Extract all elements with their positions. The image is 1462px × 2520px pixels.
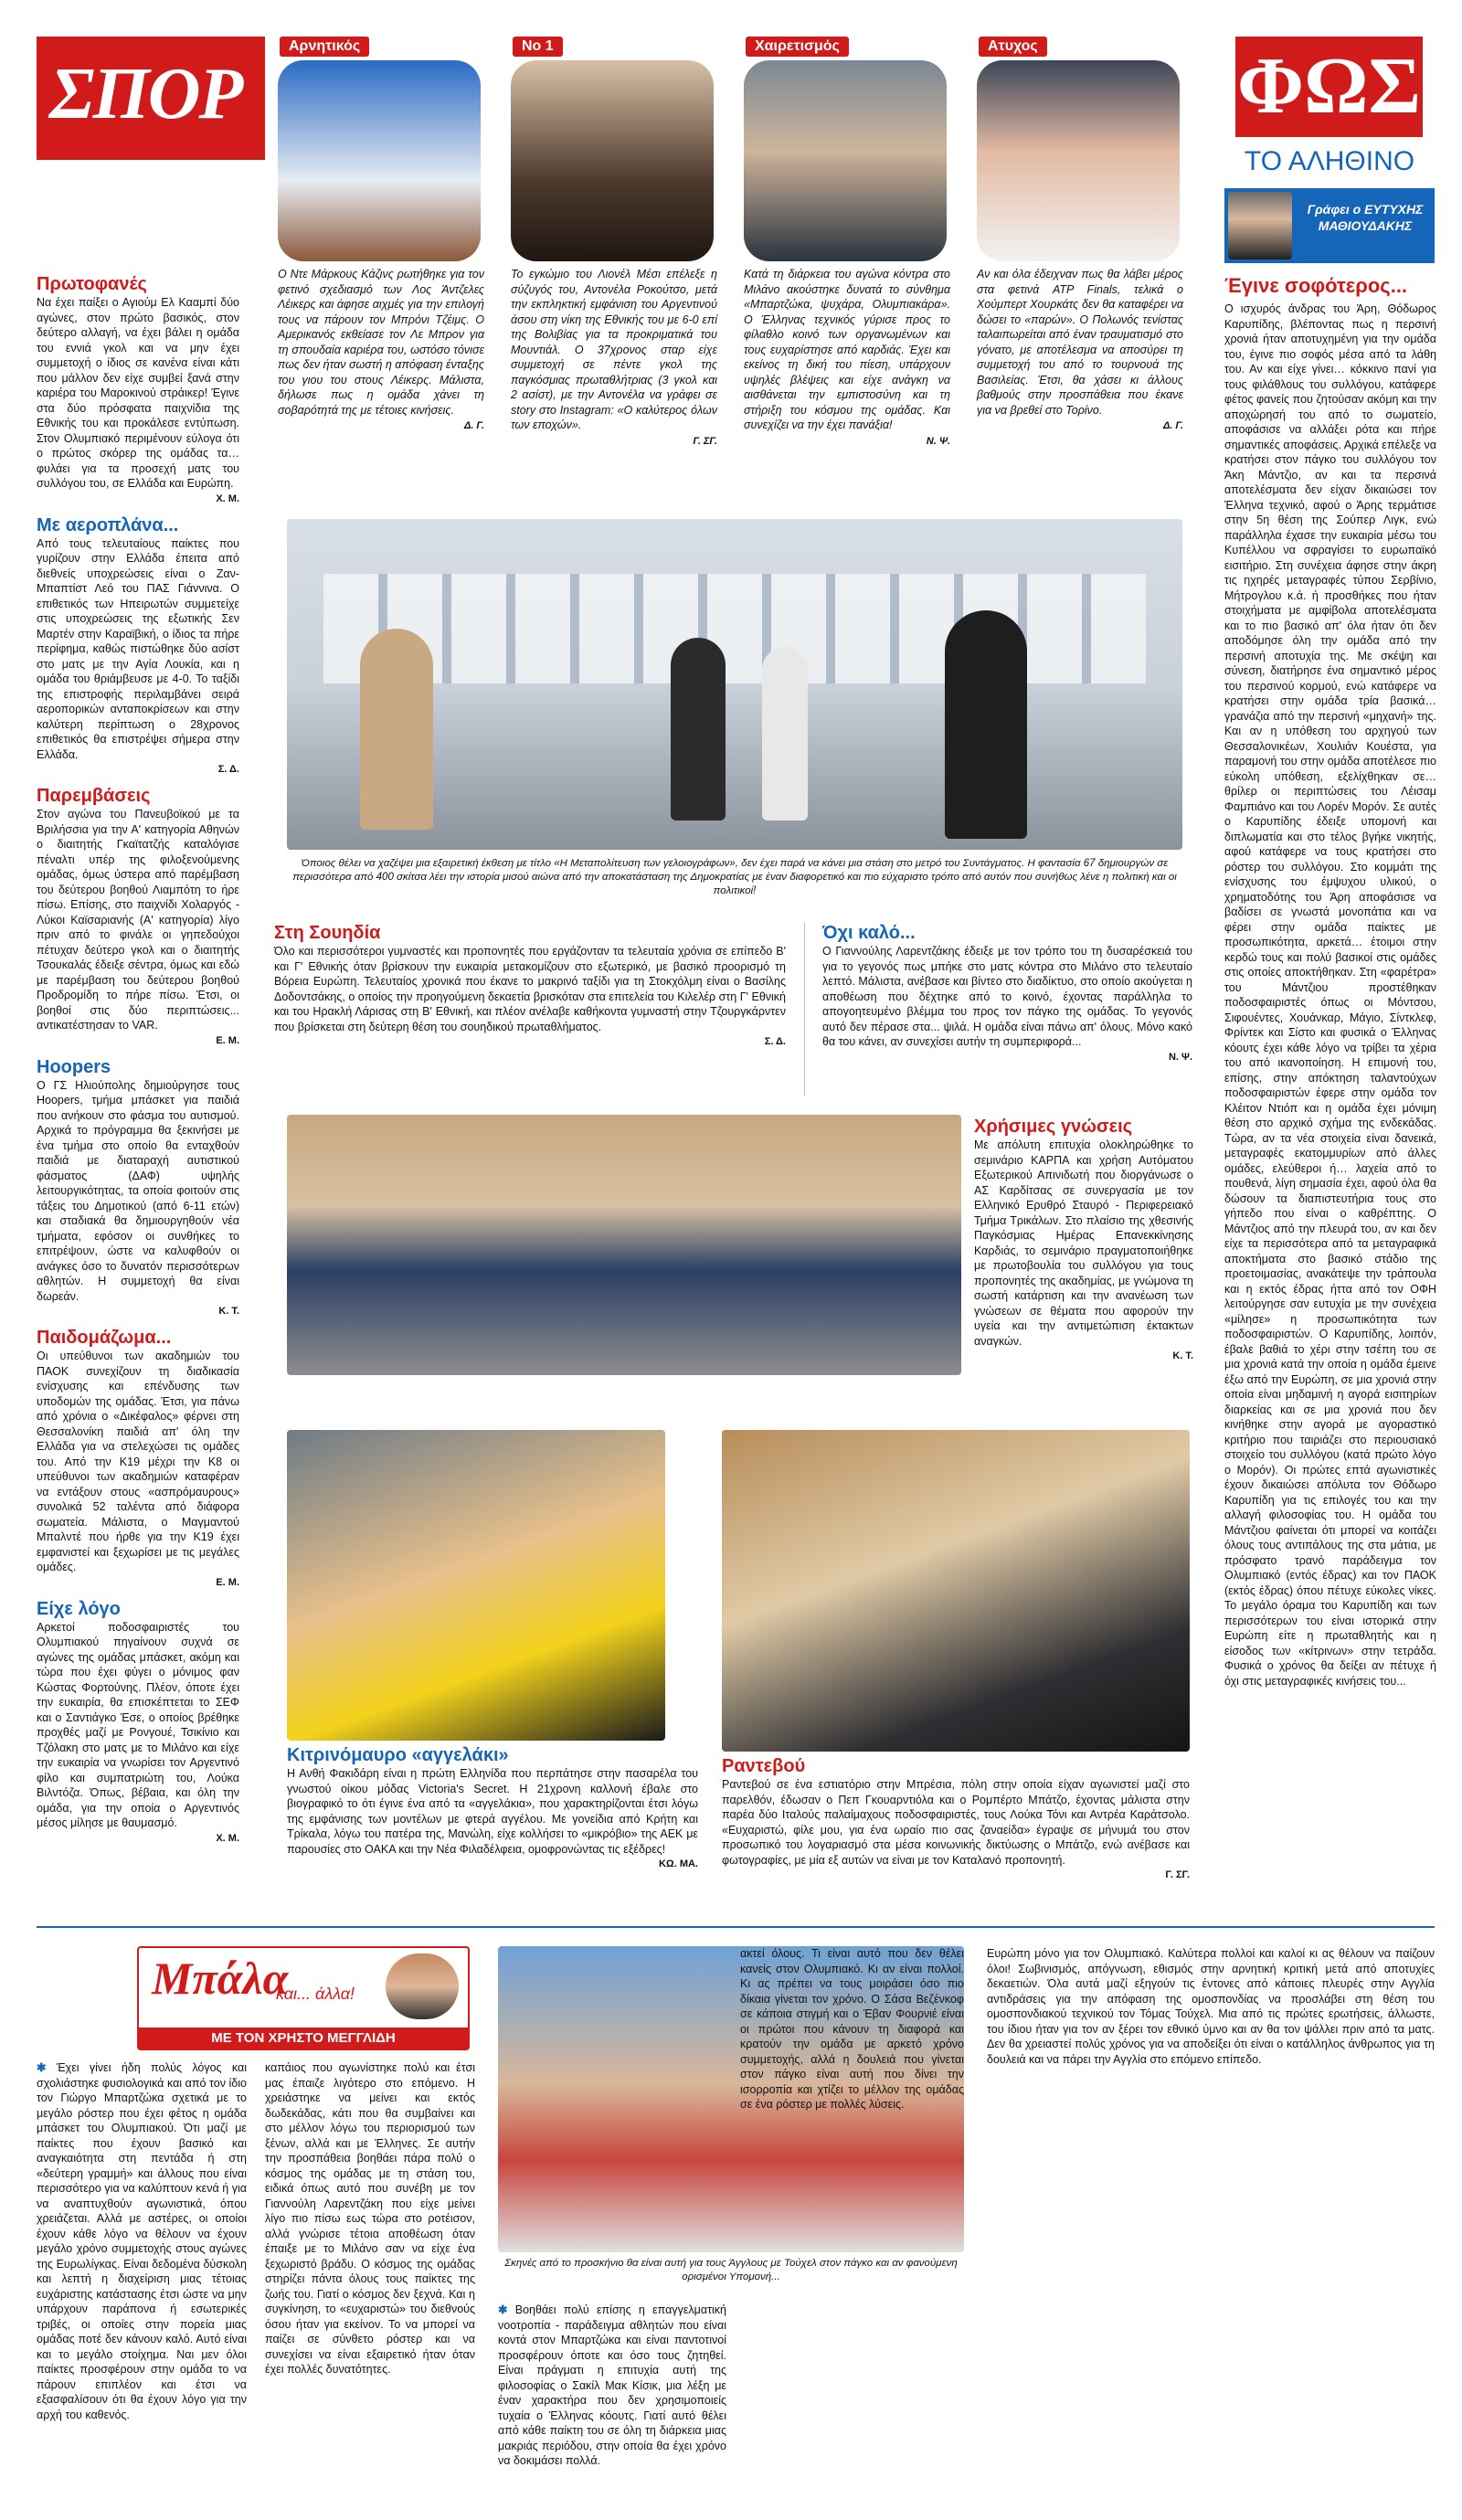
player-photo (278, 60, 481, 261)
article-useful-knowledge (974, 1117, 1193, 1361)
bottom-col-2 (265, 2060, 475, 2481)
card-signature: Γ. ΣΓ. (693, 435, 717, 447)
byline: Γράφει ο ΕΥΤΥΧΗΣ ΜΑΘΙΟΥΔΑΚΗΣ (1307, 202, 1424, 234)
card-body: Ο Ντε Μάρκους Κάζινς ρωτήθηκε για τον φετινό σχεδιασμό των Λος Άντζελες Λέικερς και άφησε αιχμές για την επιλογή τους να πάρουν τον Μπρόνι Τζέιμς. Ο Αμερικανός εκθείασε τον Λε Μπρον για τη σπουδαία καριέρα του, ωστόσο τόνισε πως δεν ήταν σωστή η απόφαση ένταξης του γιου του στους Λέικερς. Μάλιστα, δήλωσε πως η ομάδα χάνει τη σοβαρότητά της με τέτοιες κινήσεις. (278, 268, 484, 417)
sports-logo-box (37, 37, 265, 160)
article-title: Παιδομάζωμα... (37, 1328, 172, 1348)
article-body: Ραντεβού σε ένα εστιατόριο στην Μπρέσια, πόλη στην οποία είχαν αγωνιστεί μαζί στο παρελθόν, έδωσαν ο Πεπ Γκουαρντιόλα και ο Ρομπέρτο Μπάτζο, έχοντας μάλιστα στην παρέα δύο Ιταλούς παλαίμαχους ποδοσφαιριστές, τους Λούκα Τόνι και Αντρέα Καράτσολο. «Ευχαριστώ, φίλε μου, για ένα ωραίο πιο σας ζαναείδα» έγραψε σε μήνυμά του στον προσωπικό του λογαριασμό στα μέσα κοινωνικής δικτύωσης ο Μπάτζο, ενώ ανέβασε και φωτογραφίες, με μία εξ αυτών να είναι με τον Καταλανό προπονητή. (722, 1778, 1190, 1867)
bottom-col-3 (498, 2303, 726, 2485)
card-text-0 (278, 267, 484, 433)
fans-caption: Σκηνές από το προσκήνιο θα είναι αυτή για τους Άγγλους με Τούχελ στον πάγκο και αν φανούμενη ορισμένοι Υπομονή... (504, 2258, 958, 2282)
fos-logo-box (1235, 37, 1423, 137)
article-title: Κιτρινόμαυρο «αγγελάκι» (287, 1745, 509, 1765)
visitor-figure (360, 629, 433, 830)
columnist-photo (386, 1954, 459, 2019)
card-tag: Χαιρετισμός (746, 37, 849, 57)
card-tag: Ατυχος (979, 37, 1047, 57)
article-sweden (274, 923, 786, 1047)
card-tag: Αρνητικός (280, 37, 369, 57)
column-logo-author: ΜΕ ΤΟΝ ΧΡΗΣΤΟ ΜΕΓΓΛΙΔΗ (139, 2028, 468, 2049)
card-signature: Δ. Γ. (463, 420, 484, 431)
exhibition-photo (287, 519, 1182, 850)
team-photo (287, 1115, 961, 1375)
visitor-figure (945, 610, 1027, 839)
bottom-divider (37, 1926, 1435, 1928)
article-signature: Ν. Ψ. (1168, 1051, 1192, 1063)
byline-box (1224, 188, 1435, 263)
fos-logo: ΦΩΣ (1237, 42, 1421, 131)
article-signature: Σ. Δ. (764, 1036, 786, 1047)
article-title: Με αεροπλάνα... (37, 514, 179, 535)
article-rendezvous (722, 1756, 1190, 1880)
column-divider (804, 923, 805, 1096)
article-signature: ΚΩ. ΜΑ. (658, 1858, 698, 1869)
article-body: Ο Γιαννούλης Λαρεντζάκης έδειξε με τον τρόπο του τη δυσαρέσκειά του για το γεγονός πως μπήκε στο ματς κόντρα στο Μιλάνο στο τελευταίο λεπτό. Μάλιστα, ανέβασε και βίντεο στο διαδίκτυο, στο οποίο ακούγεται η αποθέωση που δέχτηκε από το κοινό, έχοντας παράλληλα το απογοητευμένο βλέμμα του προς τον πάγκο της ομάδας. Το γεγονός αυτό δεν πέρασε στα... ψιλά. Η ομάδα είναι πάνω απ' όλους. Μόνο κακό θα του κάνει, αν συνεχίσει αυτήν τη συμπεριφορά... (822, 945, 1192, 1048)
article-body: Οι υπεύθυνοι των ακαδημιών του ΠΑΟΚ συνεχίζουν τη διαδικασία ενίσχυσης και επένδυσης των υποδομών της ομάδας. Έτσι, για πάνω από χρόνια ο «Δικέφαλος» φέρνει στη Θεσσαλονίκη παιδιά απ' όλη την Ελλάδα για να στελεχώσει τις ομάδες του. Από την K19 μέχρι την K8 οι υπεύθυνοι των ακαδημιών καταφέραν να εντάξουν στους «ασπρόμαυρους» συνολικά 52 ταλέντα από διάφορα σωματεία. Μάλιστα, ο Μαγμαντού Μπαλντέ που ήρθε για την K19 έχει εμφανιστεί και ξεχωρίσει με τις μεγάλες ομάδες. (37, 1350, 239, 1573)
article-title: Παρεμβάσεις (37, 786, 151, 806)
asterisk-icon: ✱ (37, 2061, 47, 2074)
article-signature: Χ. Μ. (216, 492, 239, 504)
column-logo-main: Μπάλα (152, 1953, 289, 2004)
right-column (1224, 274, 1436, 1919)
card-signature: Ν. Ψ. (926, 435, 950, 447)
column-body: Ευρώπη μόνο για τον Ολυμπιακό. Καλύτερα πολλοί και καλοί κι ας θέλουν να παίζουν όλοι! Σωβινισμός, απόγνωση, εθισμός στην αρνητική κριτική μετά από αποτυχίες δεκαετιών. Όλα αυτά μαζί εξηγούν τις έντονες από κάποιες πλευρές στην Αγγλία αντιδράσεις για την απόφαση της ομοσπονδίας να προσλάβει στη θέση του ομοσπονδιακού τεχνικού τον Τόμας Τούχελ. Μια από τις πρώτες ερωτήσεις, άλλωστε, του ίδιου ήταν για τον αν ξέρει τον εθνικό ύμνο και αν θα τον ψάλλει πριν από τα ματς. Δεν θα χρειαστεί πολύς χρόνος για να αποδείξει ότι είναι ο κατάλληλος άνθρωπος για τη δουλειά και να πάρει την Αγγλία στο επόμενο επίπεδο. (987, 1947, 1435, 2066)
card-body: Αν και όλα έδειχναν πως θα λάβει μέρος στα φετινά ATP Finals, τελικά ο Χούμπερτ Χουρκάτς δεν θα καταφέρει να δώσει το «παρών». Ο Πολωνός τενίστας ταλαιπωρείται από έναν τραυματισμό στο γόνατο, με αποτέλεσμα να αποσύρει τη συμμετοχή του από το τουρνουά της Βασιλείας. Έτσι, θα χάσει κι άλλους βαθμούς στην προσπάθεια που έκανε για να βρεθεί στο Τορίνο. (977, 268, 1183, 417)
sports-logo: ΣΠΟΡ (49, 54, 242, 134)
article-title: Είχε λόγο (37, 1598, 121, 1619)
article-title: Πρωτοφανές (37, 274, 147, 294)
article-signature: Ε. Μ. (216, 1576, 239, 1588)
article-body: Ο ΓΣ Ηλιούπολης δημιούργησε τους Hoopers, τμήμα μπάσκετ για παιδιά που ανήκουν στο φάσμα του αυτισμού. Αρχικά το πρόγραμμα θα ξεκινήσει με ένα τμήμα στο οποίο θα ενταχθούν παιδιά με διαταραχή αυτιστικού φάσματος (ΔΑΦ) υψηλής λειτουργικότητας, τα οποία φοιτούν στις τάξεις του Δημοτικού (από 6-11 ετών) και σταδιακά θα δημιουργηθούν νέα τμήματα, εφόσον οι συνθήκες το επιτρέψουν, ώστε να καλυφθούν οι ανάγκες όσο το δυνατόν περισσότερων αθλητών. Η συμμετοχή θα είναι δωρεάν. (37, 1078, 239, 1303)
card-body: Το εγκώμιο του Λιονέλ Μέσι επέλεξε η σύζυγός του, Αντονέλα Ροκούτσο, μετά την εκπληκτική εμφάνιση του Αργεντινού άσου στη νίκη της Εθνικής του με 6-0 επί της Βολιβίας για τα προκριματικά του Μουντιάλ. Ο 37χρονος σταρ είχε συμμετοχή σε πέντε γκολ της παγκόσμιας πρωταθλήτριας (3 γκολ και 2 ασίστ), με την Αντονέλα να γράφει σε story στο Instagram: «Ο καλύτερος όλων των εποχών». (511, 268, 717, 431)
card-signature: Δ. Γ. (1162, 420, 1183, 431)
article-signature: Γ. ΣΓ. (1165, 1869, 1190, 1880)
card-text-2 (744, 267, 950, 448)
article-body: Με απόλυτη επιτυχία ολοκληρώθηκε το σεμινάριο ΚΑΡΠΑ και χρήση Αυτόματου Εξωτερικού Απινιδωτή που διοργάνωσε ο ΑΣ Καρδίτσας σε συνεργασία με τον Ελληνικό Ερυθρό Σταυρό - Περιφερειακό Τμήμα Τρικάλων. Στο πλαίσιο της χθεσινής Παγκόσμιας Ημέρας Επανεκκίνησης Καρδιάς, το σεμινάριο πραγματοποιήθηκε με πρωτοβουλία του συλλόγου για τους προπονητές της ακαδημίας, με γνώμονα τη σωστή κατάρτιση και την ανανέωση των γνώσεων σε θέματα που αφορούν την υγεία και την αντιμετώπιση έκτακτων αναγκών. (974, 1138, 1193, 1348)
column-body: ακτεί όλους. Τι είναι αυτό που δεν θέλει κανείς στον Ολυμπιακό. Κι αν είναι πολλοί. Κι ας πρέπει να τους μοιράσει όσο πιο δίκαια γίνεται τον χρόνο. Ο Σάσα Βεζένκοφ σε κάποια στιγμή και ο Έβαν Φουρνιέ είναι οι πρώτοι που κάνουν τη διαφορά και κρατούν την ομάδα με αρκετό χρόνο συμμετοχής, αλλά η δουλειά που γίνεται στον πάγκο είναι αυτή που δίνει την ισορροπία και χτίζει το μέλλον της ομάδας σε ένα ρόστερ με πολλές λύσεις. (740, 1947, 964, 2111)
model-photo (287, 1430, 665, 1741)
card-tag: Νο 1 (513, 37, 563, 57)
article-body: Να έχει παίξει ο Αγιούμ Ελ Κααμπί δύο αγώνες, στον πρώτο βασικός, στον δεύτερο αλλαγή, να έχει βάλει η ομάδα του εννιά γκολ και να μην έχει συμμετοχή ο ίδιος σε κανένα είναι κάτι που μάλλον δεν είχε συμβεί ξανά στην καριέρα του Μαροκινού στράικερ! Έγινε στα δύο πρόσφατα παιχνίδια της Εθνικής του και προκάλεσε εντύπωση. Στον Ολυμπιακό περιμένουν εύλογα ότι ο πρώτος σκόρερ της ομάδας τα… φυλάει για τα προσεχή ματς του συλλόγου του, σε Ελλάδα και Ευρώπη. (37, 296, 239, 490)
guardiola-baggio-photo (722, 1430, 1190, 1752)
column-body: καπάιος που αγωνίστηκε πολύ και έτσι μας έπαιζε λιγότερο στο επόμενο. Η χρειάστηκε να μείνει και εκτός δωδεκάδας, κάτι που θα συμβαίνει και στο μέλλον λόγω του περιορισμού των ξένων, αλλά και με Έλληνες. Σε αυτήν την προσπάθεια βοηθάει πάρα πολύ ο κόσμος της ομάδας με τη στάση του, ειδικά όπως αυτό που συνέβη με τον Γιαννούλη Λαρεντζάκη που είχε μείνει λίγο πιο πίσω εως τώρα στο ροτέισον, αλλά γνώρισε τέτοια αποθέωση όταν έπαιξε με το Μιλάνο σαν να είχε ένα ξεχωριστό βράδυ. Ο κόσμος της ομάδας στηρίζει πάντα όλους τους παίκτες της ζωής του. Γιατί ο κόσμος δεν ξεχνά. Και η συγκίνηση, το «ευχαριστώ» του διεθνούς όσου ήταν για εκείνον. Το να μπορεί να παίζει σε σύνθετο ρόστερ και να συνεχίσει να είναι εξαιρετικό ήταν όταν έχει πολλές δυνατότητες. (265, 2061, 475, 2376)
author-photo (1228, 192, 1292, 259)
article-signature: Σ. Δ. (217, 764, 239, 775)
column-logo (137, 1946, 470, 2050)
bottom-col-5 (987, 1946, 1435, 2485)
article-body: Αρκετοί ποδοσφαιριστές του Ολυμπιακού πηγαίνουν συχνά σε αγώνες της ομάδας μπάσκετ, ακόμη και τώρα που έχει φύγει ο μόνιμος φαν Κώστας Φορτούνης. Πλέον, όποτε έχει την ευκαιρία, θα επισκέπτεται το ΣΕΦ και ο Σαντιάγκο Έσε, ο οποίος βρέθηκε προχθές μαζί με Ρονγουέ, Τσικίνιο και Τζόλακη στο ματς με το Μιλάνο και είχε την ευκαιρία να γνωρίσει τον Αργεντινό φίλο και συμπατριώτη του, Λούκα Βιλντόζα. Όπως, βέβαια, και όλη την ομάδα, για την οποία ο Αργεντινός μέσος μίλησε με θαυμασμό. (37, 1620, 239, 1829)
card-body: Κατά τη διάρκεια του αγώνα κόντρα στο Μιλάνο ακούστηκε δυνατά το σύνθημα «Μπαρτζώκα, ψυχάρα, Ολυμπιακάρα». Ο Έλληνας τεχνικός γύρισε προς το φίλαθλο κοινό των οργανωμένων και τους ευχαρίστησε από καρδιάς. Έχει και εκείνος τη δική του πίεση, υπάρχουν υψηλές βλέψεις και είχε ανάγκη να αισθάνεται την εμπιστοσύνη και τη στήριξη του κόσμου της ομάδας. Και συνεχίζει να την έχει πανάξια! (744, 268, 950, 431)
article-title: Ραντεβού (722, 1756, 806, 1776)
exhibition-caption: Όποιος θέλει να χαζέψει μια εξαιρετική έκθεση με τίτλο «Η Μεταπολίτευση των γελοιογράφων», δεν έχει παρά να κάνει μια στάση στο μετρό του Συντάγματος. Η φαντασία 67 δημιουργών σε περισσότερα από 400 σκίτσα λέει την ιστορία μισού αιώνα από την αποκατάσταση της Δημοκρατίας με έναν διαφορετικό και πιο εύχαριστο τρόπο από αυτόν που συνήθως λένε η πολιτική και οι πολιτικοί! (292, 858, 1177, 896)
article-title: Έγινε σοφότερος... (1224, 274, 1408, 297)
top-cards (274, 37, 1206, 265)
card-text-3 (977, 267, 1183, 433)
visitor-figure (671, 638, 726, 821)
article-body: Η Ανθή Φακιδάρη είναι η πρώτη Ελληνίδα που περπάτησε στην πασαρέλα του γνωστού οίκου μόδας Victoria's Secret. Η 21χρονη καλλονή έβαλε στο βιογραφικό το ότι έγινε ένα από τα «αγγελάκια», που χαρακτηρίζονται έτσι λόγω της εμφάνισης των μοντέλων με φτερά αγγέλου. Με γονείδια από Κρήτη και Τρίκαλα, λόγω του πατέρα της, Μανώλη, είχε κολλήσει το «μικρόβιο» της ΑΕΚ με παρουσίες στο ΟΑΚΑ και την Νέα Φιλαδέλφεια, ομοφρονώντας τις εξέδρες! (287, 1767, 698, 1856)
article-signature: Χ. Μ. (216, 1832, 239, 1844)
article-body: Στον αγώνα του Πανευβοϊκού με τα Βριλήσσια για την Α' κατηγορία Αθηνών ο διαιτητής Γκαϊτατζής καταλόγισε πέναλτι υπέρ της φιλοξενούμενης ομάδας, όμως ύστερα από παρέμβαση του δεύτερου βοηθού Λιαμπότη το ήρε πίσω. Επίσης, στο παιχνίδι Χολαργός - Λύκοι Καϊσαριανής (Α' κατηγορία) λίγο πριν από το φινάλε οι γηπεδούχοι πέτυχαν δεύτερο γκολ και ο διαιτητής Τσουκαλάς έδειξε σέντρα, όμως και εδώ με παρέμβαση του δεύτερου βοηθού Προδρομίδη το πήρε πίσω. Έτσι, οι βοηθοί στις δύο περιπτώσεις... αντικατέστησαν το VAR. (37, 808, 239, 1032)
article-yellow-black-angel (287, 1745, 698, 1869)
article-title: Στη Σουηδία (274, 923, 381, 943)
article-title: Hoopers (37, 1056, 111, 1077)
person-photo (511, 60, 714, 261)
article-signature: Κ. Τ. (1172, 1350, 1193, 1361)
article-body: Από τους τελευταίους παίκτες που γυρίζουν στην Ελλάδα έπειτα από διεθνείς υποχρεώσεις είναι ο Ζαν-Μπαπτίστ Λεό του ΠΑΣ Γιάννινα. Ο επιθετικός των Ηπειρωτών συμμετείχε στις υποχρεώσεις της εξωτικής Σεν Μαρτέν στην Καραϊβική, ο ίδιος τα πήρε περίφημα, καθώς πιστώθηκε δύο ασίστ στο ματς με την Αγία Λουκία, και η ομάδα του θριάμβευσε με 4-0. Το ταξίδι της επιστροφής περιλαμβάνει σειρά αεροπορικών ανταποκρίσεων και στην καλύτερη περίπτωση ο 28χρονος επιθετικός θα επιστρέψει σήμερα στην Ελλάδα. (37, 536, 239, 761)
visitor-figure (762, 647, 808, 821)
article-body: Ο ισχυρός άνδρας του Άρη, Θόδωρος Καρυπίδης, βλέποντας πως η περσινή χρονιά ήταν αποτυχημένη για την ομάδα του, έγινε πιο σοφός μέσα από τα λάθη του. Αν και είχε γίνει… κόκκινο πανί για τους φιλάθλους του συλλόγου, κατάφερε φέτος φανείς που ζητούσαν ακόμη και την αποχώρησή του από το σωματείο, αποφάσισε να αλλάξει ρότα και πήρε σημαντικές αποφάσεις. Αρχικά επέλεξε να κρατήσει στον πάγκο του συλλόγου τον Άκη Μάντζιο, αν και τα περσινά αποτελέσματα δεν είχαν δικαιώσει τον Έλληνα τεχνικό, αφού ο Άρης τερμάτισε στην 5η θέση της Σούπερ Λιγκ, ενώ παράλληλα έχασε την ευκαιρία μέσω του Κυπέλλου να σφραγίσει το ευρωπαϊκό εισιτήριο. Στη συνέχεια άφησε στην άκρη τις ηχηρές μεταγραφές τύπου Σερβίνιο, Μήτρογλου κ.ά. ή προσθήκες που ήταν στοιχήματα με αμφίβολα αποτελέσματα και το πιο βασικό απ' όλα ήταν ότι δεν αποδόμησε όλη την ομάδα από την περσινή αποτυχία της. Με σκέψη και σύνεση, διατήρησε ένα σημαντικό μέρος του περσινού κορμού, ενώ κατάφερε να κρατήσει στην ομάδα τρία βασικά… γρανάζια από την περσινή «μηχανή» της. Και αν η υπόθεση του αρχηγού των Θεσσαλονικέων, Χουλιάν Κουέστα, για παραμονή του στην ομάδα αποτέλεσε πιο εύκολη υπόθεση, εξελίχθηκαν σε… θρίλερ οι περιπτώσεις του Λέισαμ Φαμπιάνο και του Λορέν Μορόν. Σε αυτές ο Καρυπίδης έδειξε υπομονή και διπλωματία και στο τέλος βγήκε νικητής, αφού κατάφερε να τους κρατήσει στο ρόστερ του συλλόγου. Στο κομμάτι της ενίσχυσης του έμψυχου υλικού, ο χρηματοδότης του Άρη αποφάσισε να βαδίσει σε γνωστά μονοπάτια και να φέρει στην ομάδα παίκτες με προσωπικότητα, αρκετά… έτοιμοι στην κερδώ τους και πολύ βασικοί στις ομάδες στις οποίες αποκτήθηκαν. Στη «φαρέτρα» του Μάντζιου προστέθηκαν ποδοσφαιριστές όπως οι Μόντσου, Σιφουέντες, Χουάνκαρ, Μάγιο, Σίντκλεφ, Φρίντεκ και Σίστο και φυσικά ο Έλληνας κόουτς έχει κάθε λόγο να τρίβει τα χέρια του από ικανοποίηση. Η επιμονή του, επίσης, στην απόκτηση ταλαντούχων ποδοσφαιριστών έφερε στην ομάδα τον Κλέιτον Ντιόπ και η ομάδα έχει μόνιμη θέση στο αρχικό σχήμα της ενδεκάδας. Τώρα, αν τα νέα στοιχεία είναι δανεικά, μεταγραφές εκατομμυρίων από άλλες ομάδες, ελεύθεροι ή… λαχεία από το πουθενά, λίγη σημασία έχει, αφού όλα θα δώσουν τα διαπιστευτήρια τους στο γήπεδο που είναι ο καθρέπτης. Ο Μάντζιος από την πλευρά του, αν και δεν είχε τα περισσότερα από τα μεταγραφικά αποκτήματα στο βασικό στάδιο της προετοιμασίας, ανακάτεψε την τράπουλα και η εκτός έδρας ήττα από τον ΟΦΗ λειτούργησε σαν ευτυχία με την συνέχεια «μίλησε» η προσωπικότητα των ποδοσφαιριστών. Ο Καρυπίδης, λοιπόν, έβαλε βαθιά το χέρι στην τσέπη του σε μια χρονιά κατά την οποία η ομάδα έμεινε έξω από την Ευρώπη, σε μια χρονιά στην οποία είναι μηδαμινή η αγορά εισιτηρίων διαρκείας και σε μια χρονιά που δεν κινήθηκε στην αγορά με αγοραστικό κριτήριο που ταιριάζει στο περιουσιακό στοιχείο του συλλόγου (κατά πρώτο λόγο ο Μορόν). Οι πρώτες επτά αγωνιστικές έχουν δικαιώσει απόλυτα τον Θόδωρο Καρυπίδη για τις επιλογές του και την αλλαγή φιλοσοφίας του. Η ομάδα του Μάντζιου φαίνεται ότι μπορεί να κοιτάζει όλους τους αντιπάλους της στα μάτια, με πρόσφατο τρανό παράδειγμα τον Ολυμπιακό (εντός έδρας) και τον ΠΑΟΚ (εκτός έδρας) όπου πέτυχε εύκολες νίκες. Το μεγάλο όραμα του Καρυπίδη και των περισσότερων του είναι ιστορικά στην Ευρώπη είτε η πρωταθλητής και η είσοδος των «κίτρινων» στην τετράδα. Φυσικά ο χρόνος θα δείξει αν πέτυχε ή όχι στις μεταγραφικές κινήσεις του... (1224, 302, 1436, 1688)
column-body: Βοηθάει πολύ επίσης η επαγγελματική νοοτροπία - παράδειγμα αθλητών που είναι κοντά στον Μπαρτζώκα και είναι παντοτινοί προσφέρουν όποτε και όσο τους ζητηθεί. Είναι πράγματι η επιτυχία αυτή της φιλοσοφίας ο Σακίλ Μακ Κίσικ, μια λέξη με έναν χαρακτήρα που δεν χρησιμοποιείς τυχαία ο Έλληνας κόουτς. Γιατί αυτό θέλει από κάθε παίκτη του σε όλη τη διάρκεια μιας μακριάς περιόδου, στην οποία θα έχει χρόνο να δοκιμάσει πολλά. (498, 2303, 726, 2467)
column-logo-sub: και... άλλα! (276, 1985, 355, 2003)
left-column (37, 274, 239, 1901)
article-signature: Κ. Τ. (218, 1306, 239, 1317)
tennis-player-photo (977, 60, 1180, 261)
article-not-good (822, 923, 1192, 1063)
coach-photo (744, 60, 947, 261)
article-title: Χρήσιμες γνώσεις (974, 1117, 1133, 1137)
article-body: Όλο και περισσότεροι γυμναστές και προπονητές που εργάζονταν τα τελευταία χρόνια σε επίπεδο Β' και Γ' Εθνικής όταν βρίσκουν την ευκαιρία μετακομίζουν στο εξωτερικό, με βασικό προορισμό τη Βόρεια Ευρώπη. Τελευταίος χρονικά που έκανε το μακρινό ταξίδι για τη Στοκχόλμη είναι ο Βασίλης Δοδοντσάκης, ο οποίος την προηγούμενη δεκαετία βρισκόταν στα επιτελεία του Κιλελέρ στη Γ' Εθνική και του Ηρακλή Λάρισας στη Β' Εθνική, και πλέον ανέλαβε καθήκοντα γυμναστή στην Τζουργκάρντεν που βρίσκεται στη δεύτερη θέση του σουηδικού πρωταθλήματος. (274, 945, 786, 1033)
article-title: Όχι καλό... (822, 923, 916, 943)
column-body: Έχει γίνει ήδη πολύς λόγος και σχολιάστηκε φυσιολογικά και από τον ίδιο τον Γιώργο Μπαρτζώκα σχετικά με το μεγάλο ρόστερ που έχει φέτος η ομάδα μπάσκετ του Ολυμπιακού. Ότι μαζί με παίκτες που έχουν βασικό και αναγκαιότητα στη πεντάδα ή στη «δεύτερη γραμμή» και άλλους που είναι περισσότερο για να καλύπτουν κενά ή για να αναπτυχθούν αγωνιστικά, όπου χρειάζεται. Αλλά με αστέρες, οι οποίοι έχουν κάθε λόγο να θέλουν να έχουν μεγάλο χρόνο συμμετοχής στους αγώνες της Ευρωλίγκας. Είναι δεδομένα δύσκολη και λεπτή η διαχείριση μιας τέτοιας ευχάριστης κατάστασης έτσι ώστε να μην υπάρχουν παράπονα ή εσωτερικές τριβές, οι οποίες στην πορεία μιας ομάδας ποτέ δεν κάνουν καλό. Αυτό είναι και το μεγάλο στοίχημα. Ναι μεν όλοι παίκτες προσφέρουν στην ομάδα το να πάρουν επιπλέον και έτσι να εξασφαλίσουν ότι θα έχουν λόγο για την αρχή του καθενός. (37, 2061, 247, 2421)
fos-subtitle: ΤΟ ΑΛΗΘΙΝΟ (1244, 146, 1415, 176)
bottom-col-1 (37, 2060, 247, 2481)
card-text-1 (511, 267, 717, 448)
article-signature: Ε. Μ. (216, 1034, 239, 1046)
bottom-col-4 (740, 1946, 964, 2485)
asterisk-icon: ✱ (498, 2303, 508, 2316)
